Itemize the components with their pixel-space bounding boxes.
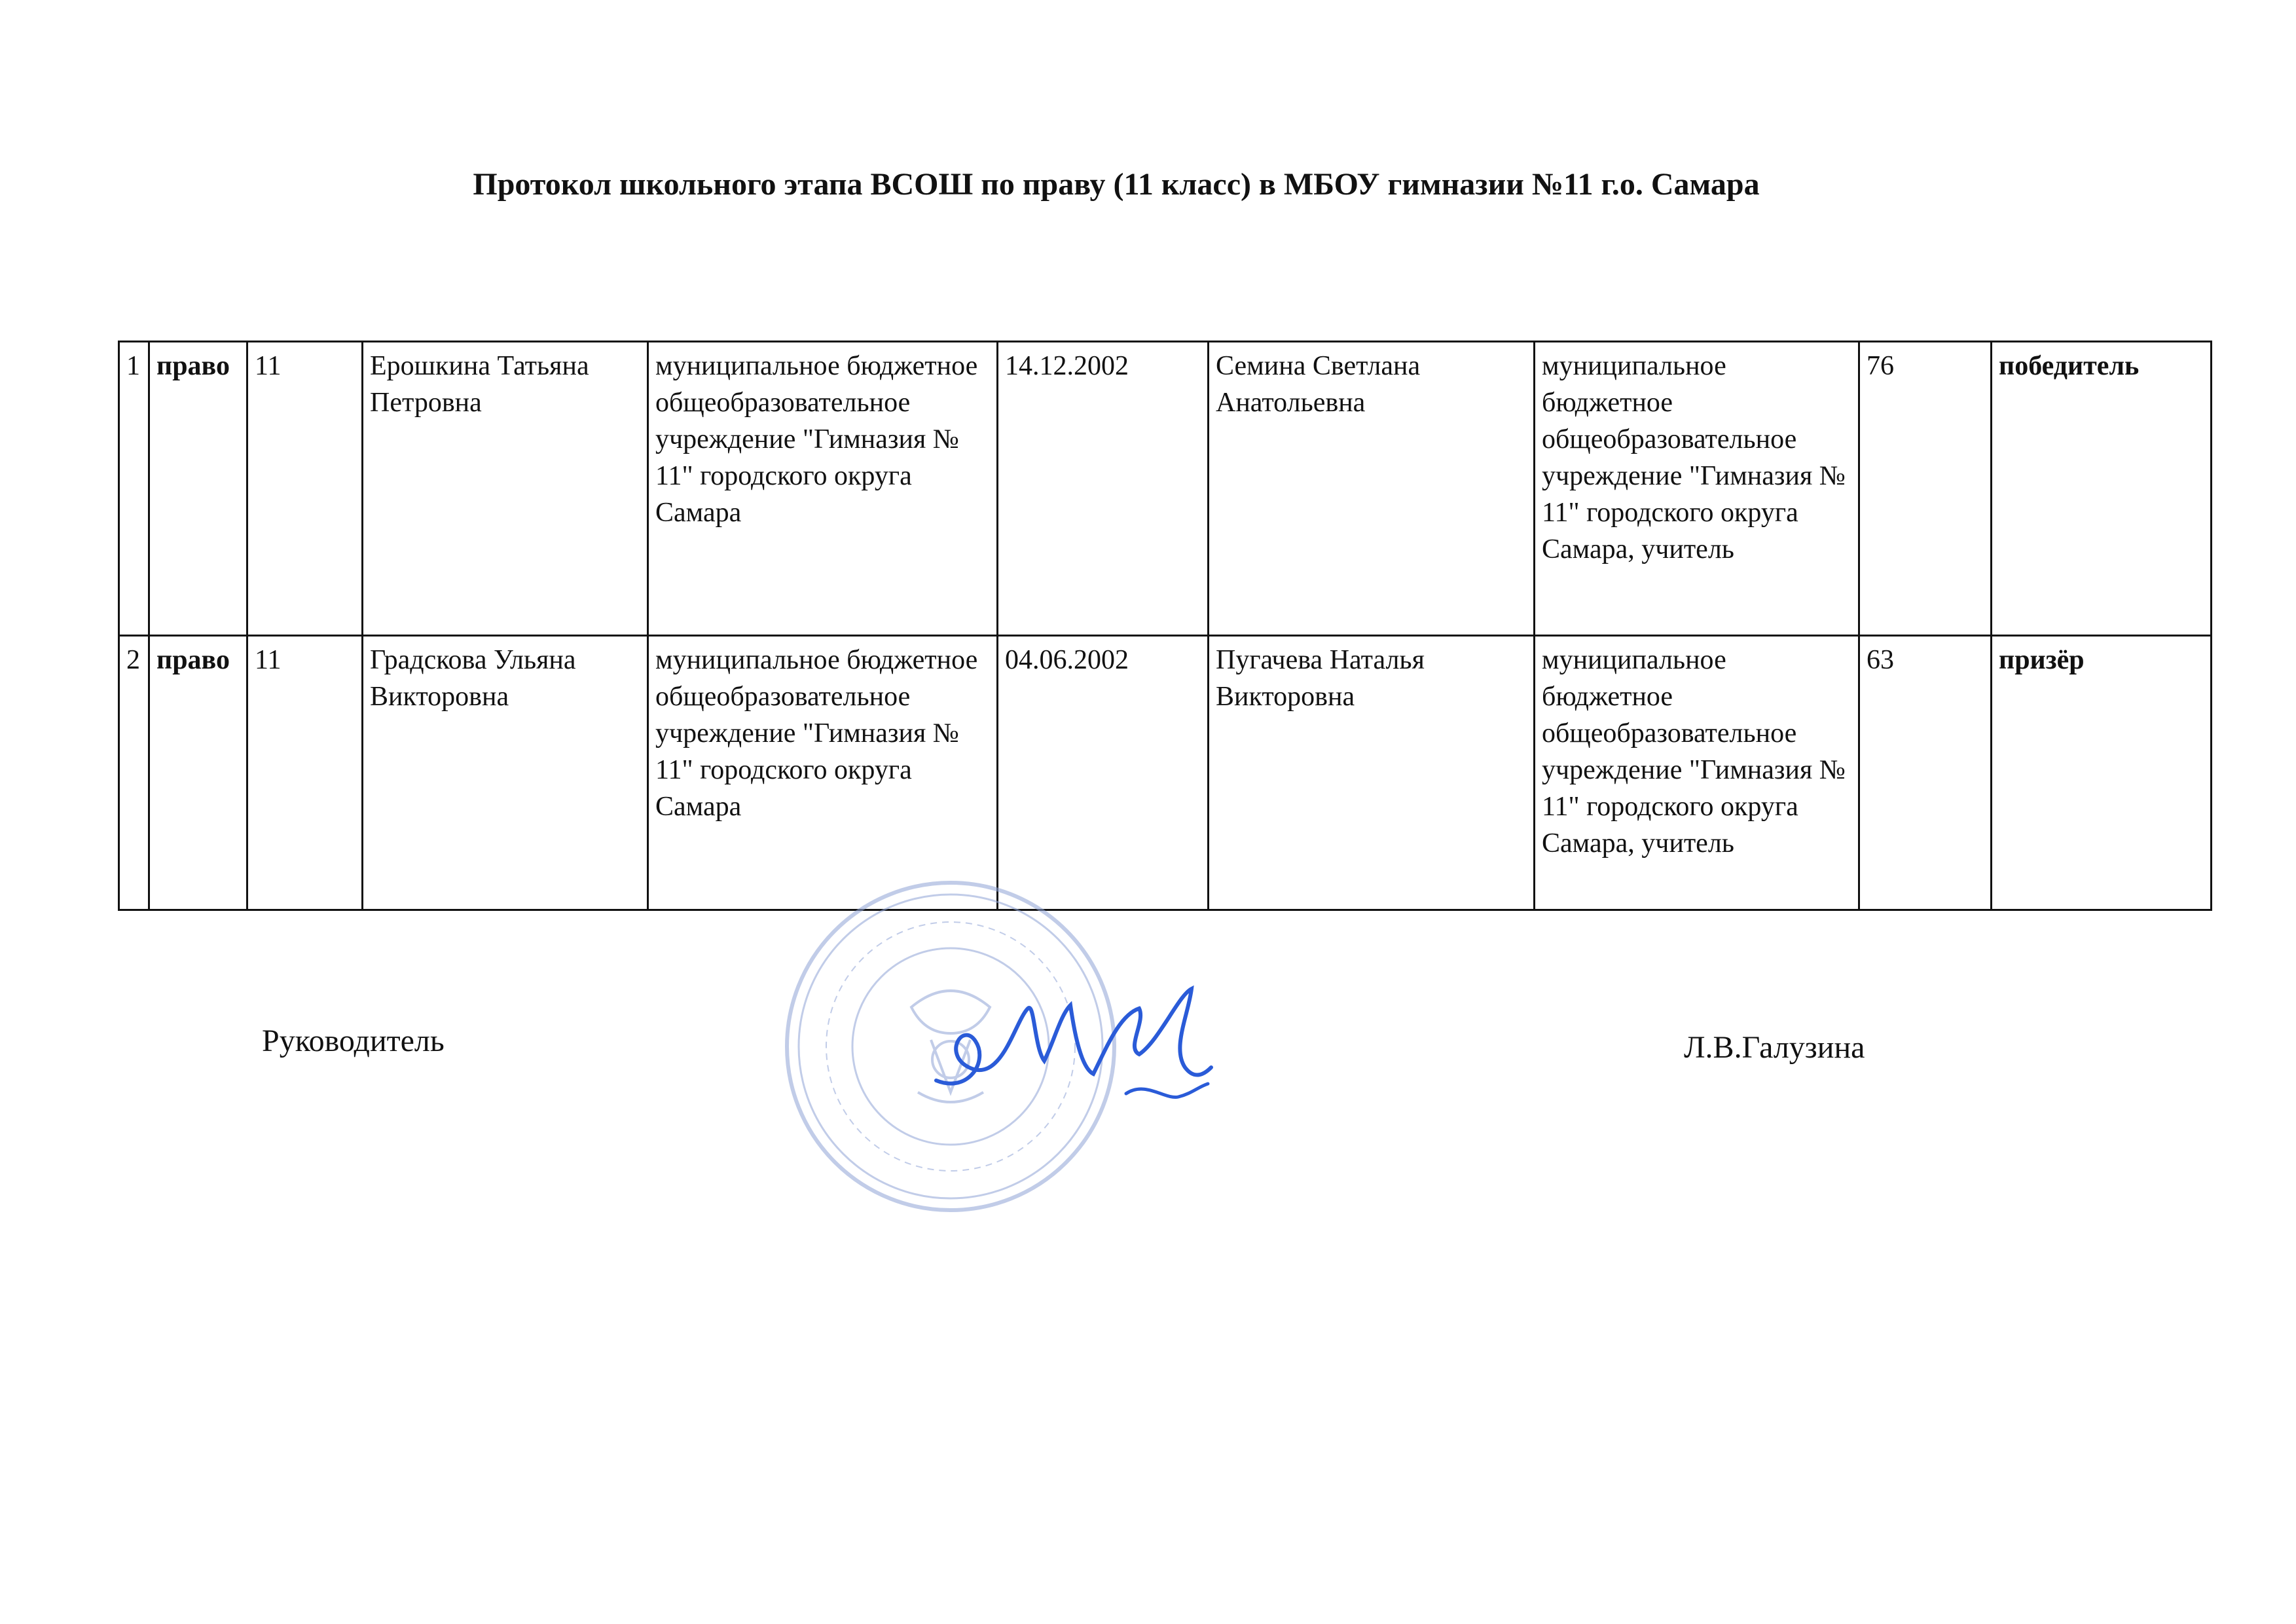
signature-role: Руководитель	[262, 1024, 445, 1058]
cell-teacher: Пугачева Наталья Викторовна	[1209, 636, 1535, 910]
cell-birth-date: 14.12.2002	[998, 342, 1209, 636]
cell-subject: право	[149, 342, 247, 636]
cell-school: муниципальное бюджетное общеобразовательное учреждение "Гимназия № 11" городского округа Самара	[648, 342, 998, 636]
cell-teacher-workplace: муниципальное бюджетное общеобразовательное учреждение "Гимназия № 11" городского округа Самара, учитель	[1535, 342, 1859, 636]
cell-grade: 11	[247, 342, 363, 636]
table-row	[119, 342, 2212, 636]
cell-teacher: Семина Светлана Анатольевна	[1209, 342, 1535, 636]
cell-number: 1	[119, 342, 149, 636]
cell-grade: 11	[247, 636, 363, 910]
cell-score: 76	[1859, 342, 1992, 636]
cell-participant: Градскова Ульяна Викторовна	[363, 636, 648, 910]
cell-birth-date: 04.06.2002	[998, 636, 1209, 910]
signature-name: Л.В.Галузина	[1684, 1030, 1865, 1065]
results-table	[118, 341, 2212, 911]
cell-teacher-workplace: муниципальное бюджетное общеобразовательное учреждение "Гимназия № 11" городского округа Самара, учитель	[1535, 636, 1859, 910]
cell-participant: Ерошкина Татьяна Петровна	[363, 342, 648, 636]
cell-number: 2	[119, 636, 149, 910]
table-row	[119, 636, 2212, 910]
page-title: Протокол школьного этапа ВСОШ по праву (11 класс) в МБОУ гимназии №11 г.о. Самара	[473, 167, 1760, 202]
cell-score: 63	[1859, 636, 1992, 910]
signature-mark	[930, 969, 1218, 1113]
cell-subject: право	[149, 636, 247, 910]
cell-school: муниципальное бюджетное общеобразовательное учреждение "Гимназия № 11" городского округа Самара	[648, 636, 998, 910]
cell-status: призёр	[1992, 636, 2212, 910]
cell-status: победитель	[1992, 342, 2212, 636]
